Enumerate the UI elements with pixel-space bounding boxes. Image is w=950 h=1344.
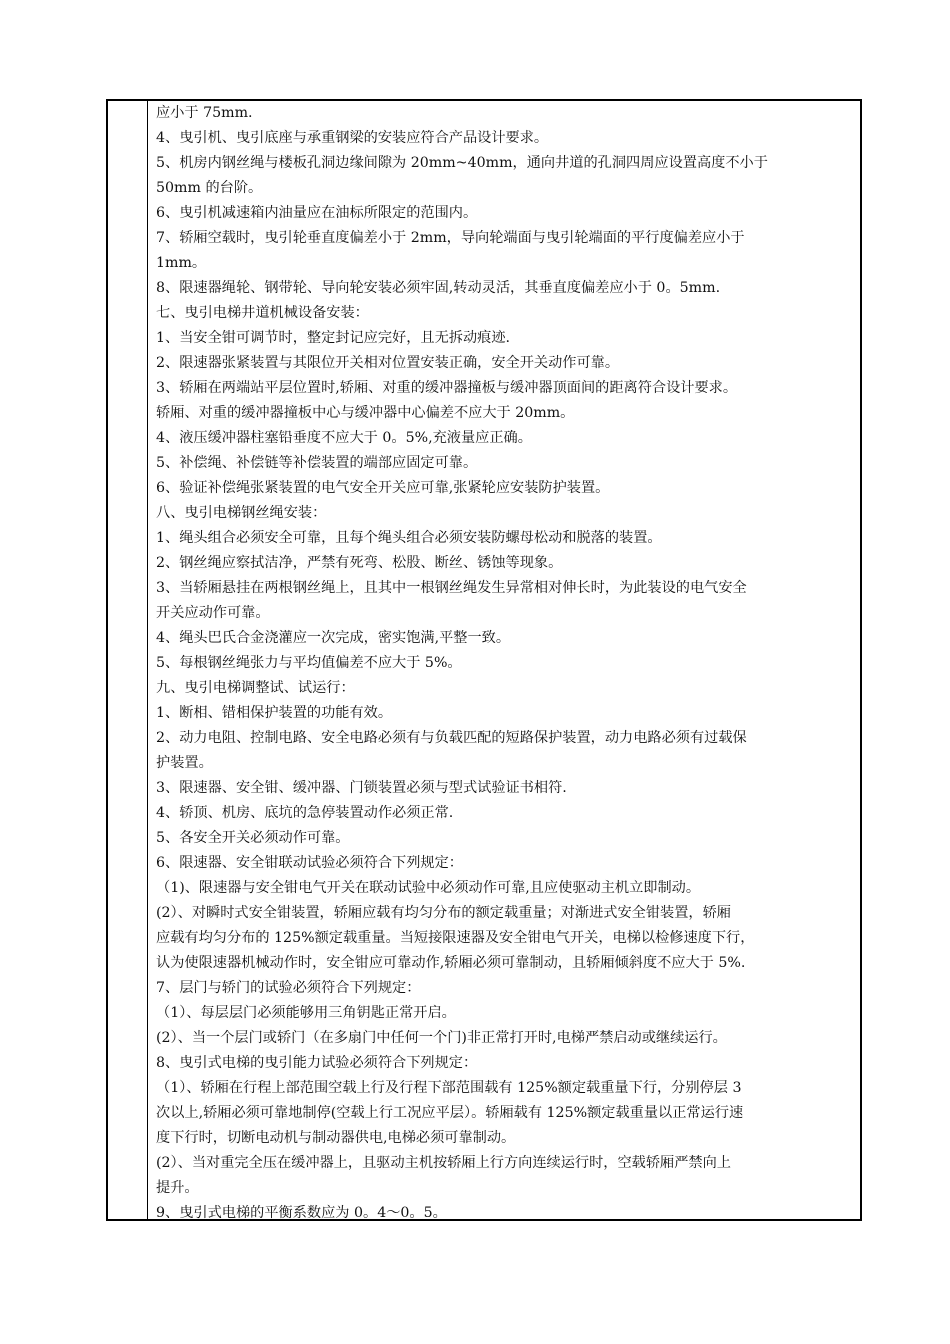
- text-line: 次以上,轿厢必须可靠地制停(空载上行工况应平层）。轿厢载有 125%额定载重量以正常运行速: [156, 1105, 744, 1121]
- text-line: 7、轿厢空载时，曳引轮垂直度偏差小于 2mm，导向轮端面与曳引轮端面的平行度偏差应小于: [156, 230, 745, 246]
- text-line: 1、绳头组合必须安全可靠，且每个绳头组合必须安装防螺母松动和脱落的装置。: [156, 530, 662, 546]
- text-line: 1、断相、错相保护装置的功能有效。: [156, 705, 393, 721]
- text-line: 4、绳头巴氏合金浇灌应一次完成，密实饱满,平整一致。: [156, 630, 511, 646]
- text-line: 认为使限速器机械动作时，安全钳应可靠动作,轿厢必须可靠制动，且轿厢倾斜度不应大于 5%.: [156, 955, 746, 971]
- text-line: 3、限速器、安全钳、缓冲器、门锁装置必须与型式试验证书相符.: [156, 780, 567, 796]
- text-line: 8、曳引式电梯的曳引能力试验必须符合下列规定：: [156, 1055, 478, 1071]
- text-line: 7、层门与轿门的试验必须符合下列规定：: [156, 980, 421, 996]
- text-line: 提升。: [156, 1180, 199, 1196]
- inspection-table: [106, 99, 862, 1221]
- text-line: 护装置。: [156, 755, 213, 771]
- text-line: 50mm 的台阶。: [156, 180, 263, 196]
- text-line: 6、限速器、安全钳联动试验必须符合下列规定：: [156, 855, 463, 871]
- text-line: （1）、每层层门必须能够用三角钥匙正常开启。: [156, 1005, 456, 1021]
- text-line: (2）、当对重完全压在缓冲器上，且驱动主机按轿厢上行方向连续运行时，空载轿厢严禁向上: [156, 1155, 731, 1171]
- text-line: 6、曳引机减速箱内油量应在油标所限定的范围内。: [156, 205, 478, 221]
- text-line: 九、曳引电梯调整试、试运行：: [156, 680, 355, 696]
- text-line: 2、动力电阻、控制电路、安全电路必须有与负载匹配的短路保护装置，动力电路必须有过载保: [156, 730, 747, 746]
- text-line: 2、限速器张紧装置与其限位开关相对位置安装正确，安全开关动作可靠。: [156, 355, 620, 371]
- text-line: 5、各安全开关必须动作可靠。: [156, 830, 350, 846]
- text-line: 4、曳引机、曳引底座与承重钢梁的安装应符合产品设计要求。: [156, 130, 549, 146]
- text-line: 4、液压缓冲器柱塞铅垂度不应大于 0。5%,充液量应正确。: [156, 430, 532, 446]
- text-line: (2）、对瞬时式安全钳装置，轿厢应载有均匀分布的额定载重量；对渐进式安全钳装置，轿厢: [156, 905, 731, 921]
- text-line: 2、钢丝绳应察拭洁净，严禁有死弯、松股、断丝、锈蚀等现象。: [156, 555, 563, 571]
- text-line: 1、当安全钳可调节时，整定封记应完好，且无拆动痕迹.: [156, 330, 511, 346]
- text-line: 八、曳引电梯钢丝绳安装：: [156, 505, 327, 521]
- text-line: 6、验证补偿绳张紧装置的电气安全开关应可靠,张紧轮应安装防护装置。: [156, 480, 610, 496]
- text-line: 应载有均匀分布的 125%额定载重量。当短接限速器及安全钳电气开关，电梯以检修速度下行，: [156, 930, 755, 946]
- text-line: 8、限速器绳轮、钢带轮、导向轮安装必须牢固,转动灵活，其垂直度偏差应小于 0。5mm.: [156, 280, 721, 296]
- table-content-cell: [156, 101, 856, 1226]
- text-line: 轿厢、对重的缓冲器撞板中心与缓冲器中心偏差不应大于 20mm。: [156, 405, 575, 421]
- text-line: 七、曳引电梯井道机械设备安装：: [156, 305, 369, 321]
- text-line: 9、曳引式电梯的平衡系数应为 0。4～0。5。: [156, 1205, 447, 1221]
- text-line: 5、每根钢丝绳张力与平均值偏差不应大于 5%。: [156, 655, 462, 671]
- text-line: 3、轿厢在两端站平层位置时,轿厢、对重的缓冲器撞板与缓冲器顶面间的距离符合设计要求。: [156, 380, 738, 396]
- text-line: （1）、轿厢在行程上部范围空载上行及行程下部范围载有 125%额定载重量下行，分别停层 3: [156, 1080, 742, 1096]
- text-line: 3、当轿厢悬挂在两根钢丝绳上，且其中一根钢丝绳发生异常相对伸长时，为此装设的电气安全: [156, 580, 747, 596]
- text-line: 4、轿顶、机房、底坑的急停装置动作必须正常.: [156, 805, 454, 821]
- text-line: (2）、当一个层门或轿门（在多扇门中任何一个门)非正常打开时,电梯严禁启动或继续运行。: [156, 1030, 727, 1046]
- text-line: 1mm。: [156, 255, 207, 271]
- text-line: 5、机房内钢丝绳与楼板孔洞边缘间隙为 20mm~40mm，通向井道的孔洞四周应设置高度不小于: [156, 155, 768, 171]
- label-column: [108, 101, 148, 1219]
- text-line: 开关应动作可靠。: [156, 605, 270, 621]
- text-line: 5、补偿绳、补偿链等补偿装置的端部应固定可靠。: [156, 455, 478, 471]
- text-line: 应小于 75mm.: [156, 105, 253, 121]
- text-line: （1)、限速器与安全钳电气开关在联动试验中必须动作可靠,且应使驱动主机立即制动。: [156, 880, 701, 896]
- text-line: 度下行时，切断电动机与制动器供电,电梯必须可靠制动。: [156, 1130, 516, 1146]
